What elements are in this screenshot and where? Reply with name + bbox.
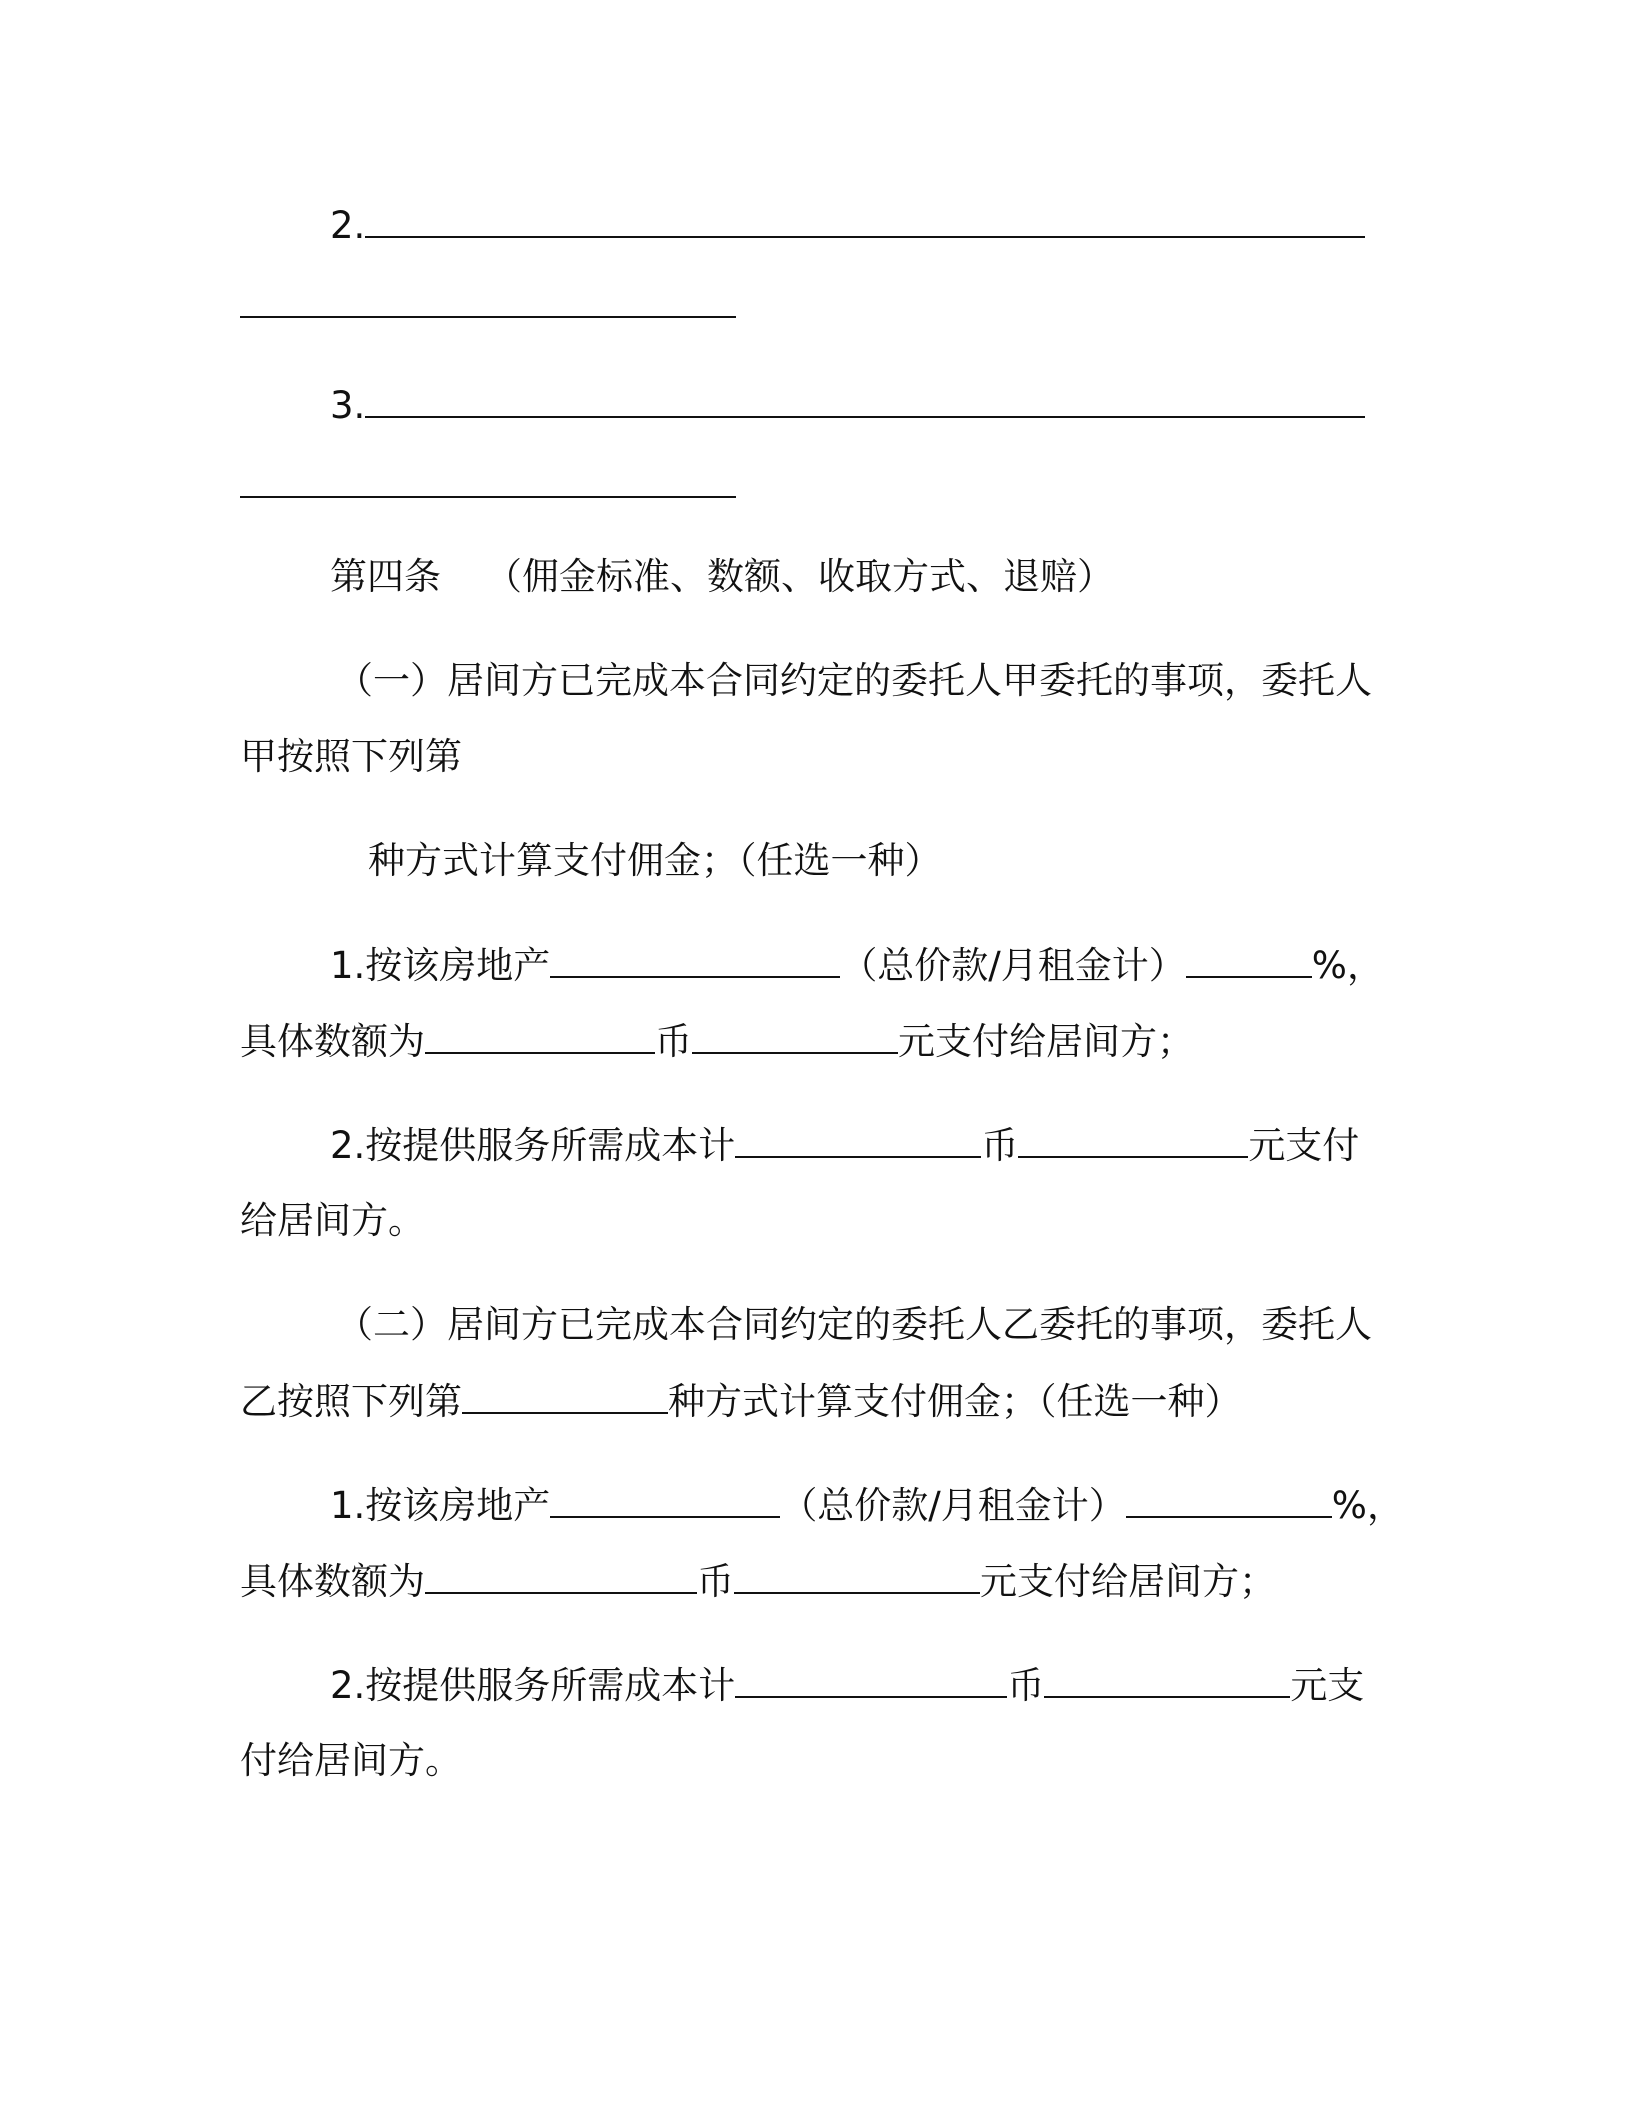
c2-opt2-currency-blank[interactable] — [1044, 1666, 1290, 1698]
item-2-line — [330, 204, 1365, 247]
c1-opt1-line2-label: 具体数额为 — [240, 1020, 425, 1063]
c2-opt1-mid: （总价款/月租金计） — [780, 1484, 1126, 1527]
clause-2-option-2-line-2: 付给居间方。 — [240, 1739, 462, 1782]
c2-opt2-tail: 元支 — [1290, 1664, 1365, 1707]
c1-opt2-tail: 元支付 — [1248, 1124, 1360, 1167]
clause-2-option-1-line-1 — [330, 1484, 1404, 1527]
c2-opt1-line2-label: 具体数额为 — [240, 1560, 425, 1603]
c1-opt1-percent-blank[interactable] — [1186, 946, 1312, 978]
clause-1-option-2-line-1 — [330, 1124, 1360, 1167]
item-3-line — [330, 384, 1365, 427]
c2-opt2-currency: 币 — [1007, 1664, 1045, 1707]
c2-opt1-pct: %， — [1331, 1484, 1404, 1527]
clause-2-option-1-line-2 — [240, 1560, 1276, 1603]
clause-2-option-2-line-1 — [330, 1664, 1365, 1707]
c1-opt2-currency: 币 — [981, 1124, 1019, 1167]
clause-1-line-1: （一）居间方已完成本合同约定的委托人甲委托的事项，委托人 — [336, 659, 1372, 702]
clause-2-line-1: （二）居间方已完成本合同约定的委托人乙委托的事项，委托人 — [336, 1303, 1372, 1346]
clause-1-line-3: 种方式计算支付佣金；（任选一种） — [368, 839, 942, 882]
clause-1-option-1-line-2 — [240, 1020, 1194, 1063]
article-4-number: 第四条 — [330, 555, 441, 598]
c1-opt1-currency-blank[interactable] — [692, 1022, 898, 1054]
c2-opt2-cost-blank[interactable] — [735, 1666, 1007, 1698]
clause-2-line-2-label: 乙按照下列第 — [240, 1380, 462, 1423]
item-2-blank[interactable] — [365, 206, 1365, 238]
item-3-blank-continued[interactable] — [240, 496, 736, 498]
c1-opt1-label: 1.按该房地产 — [330, 944, 551, 987]
clause-2-line-2-tail: 种方式计算支付佣金；（任选一种） — [668, 1380, 1242, 1423]
c2-opt1-label: 1.按该房地产 — [330, 1484, 551, 1527]
c1-opt1-pct: %， — [1311, 944, 1384, 987]
c2-opt1-amount-blank[interactable] — [425, 1562, 697, 1594]
c1-opt1-currency: 币 — [655, 1020, 692, 1063]
article-4-subject: （佣金标准、数额、收取方式、退赔） — [485, 555, 1114, 598]
c2-opt1-currency-blank[interactable] — [734, 1562, 980, 1594]
c1-opt2-label: 2.按提供服务所需成本计 — [330, 1124, 736, 1167]
clause-1-option-2-line-2: 给居间方。 — [240, 1199, 425, 1242]
clause-1-line-2: 甲按照下列第 — [240, 735, 462, 778]
clause-1-option-1-line-1 — [330, 944, 1384, 987]
c2-opt1-tail: 元支付给居间方； — [980, 1560, 1276, 1603]
c1-opt1-property-blank[interactable] — [550, 946, 840, 978]
c1-opt1-mid: （总价款/月租金计） — [840, 944, 1186, 987]
c2-opt2-label: 2.按提供服务所需成本计 — [330, 1664, 736, 1707]
article-4-heading — [330, 555, 1114, 598]
c1-opt1-amount-blank[interactable] — [425, 1022, 655, 1054]
c2-opt1-percent-blank[interactable] — [1126, 1486, 1332, 1518]
c2-opt1-property-blank[interactable] — [550, 1486, 780, 1518]
c1-opt2-currency-blank[interactable] — [1018, 1126, 1248, 1158]
item-3-number: 3. — [330, 384, 366, 427]
clause-2-line-2 — [240, 1380, 1242, 1423]
item-3-blank[interactable] — [365, 386, 1365, 418]
c2-opt1-currency: 币 — [697, 1560, 734, 1603]
item-2-blank-continued[interactable] — [240, 316, 736, 318]
c1-opt1-tail: 元支付给居间方； — [898, 1020, 1194, 1063]
clause-2-method-blank[interactable] — [462, 1382, 668, 1414]
c1-opt2-cost-blank[interactable] — [735, 1126, 981, 1158]
item-2-number: 2. — [330, 204, 366, 247]
